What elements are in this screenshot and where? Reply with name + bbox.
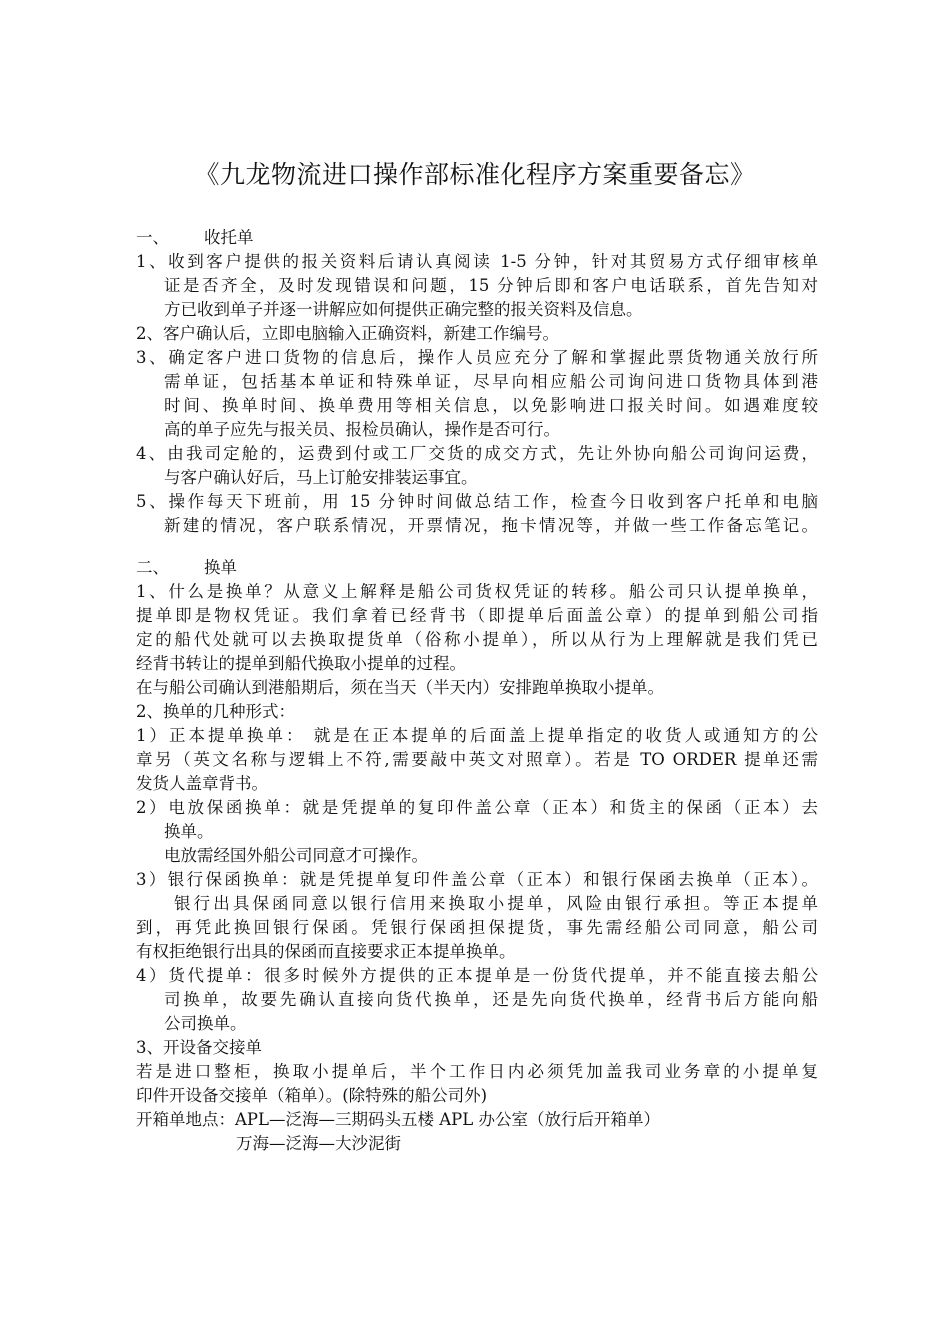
paragraph-line: 定的船代处就可以去换取提货单（俗称小提单），所以从行为上理解就是我们凭已 bbox=[136, 630, 818, 649]
paragraph-line: 银行出具保函同意以银行信用来换取小提单，风险由银行承担。等正本提单 bbox=[174, 894, 818, 913]
paragraph-line: 4、由我司定舱的，运费到付或工厂交货的成交方式，先让外协向船公司询问运费， bbox=[136, 444, 818, 463]
paragraph-line: 2、客户确认后，立即电脑输入正确资料，新建工作编号。 bbox=[136, 324, 559, 343]
document-title: 《九龙物流进口操作部标准化程序方案重要备忘》 bbox=[194, 160, 756, 189]
paragraph-line: 印件开设备交接单（箱单）。(除特殊的船公司外) bbox=[136, 1086, 488, 1105]
paragraph-line: 若是进口整柜，换取小提单后，半个工作日内必须凭加盖我司业务章的小提单复 bbox=[136, 1062, 818, 1081]
paragraph-line: 2、换单的几种形式： bbox=[136, 702, 295, 721]
section-title: 收托单 bbox=[204, 228, 254, 247]
document-body bbox=[136, 226, 818, 1156]
paragraph-line: 万海—泛海—大沙泥街 bbox=[236, 1134, 401, 1153]
paragraph-line: 5、操作每天下班前，用 15 分钟时间做总结工作，检查今日收到客户托单和电脑 bbox=[136, 492, 818, 511]
section-number: 一、 bbox=[136, 228, 169, 247]
section-title: 换单 bbox=[204, 558, 237, 577]
section-number: 二、 bbox=[136, 558, 169, 577]
paragraph-line: 与客户确认好后，马上订舱安排装运事宜。 bbox=[164, 468, 478, 487]
paragraph-line: 需单证，包括基本单证和特殊单证，尽早向相应船公司询问进口货物具体到港 bbox=[164, 372, 818, 391]
paragraph-line: 4）货代提单：很多时候外方提供的正本提单是一份货代提单，并不能直接去船公 bbox=[136, 966, 818, 985]
paragraph-line: 时间、换单时间、换单费用等相关信息，以免影响进口报关时间。如遇难度较 bbox=[164, 396, 818, 415]
paragraph-line: 司换单，故要先确认直接向货代换单，还是先向货代换单，经背书后方能向船 bbox=[164, 990, 818, 1009]
paragraph-line: 3）银行保函换单：就是凭提单复印件盖公章（正本）和银行保函去换单（正本）。 bbox=[136, 870, 818, 889]
paragraph-line: 方已收到单子并逐一讲解应如何提供正确完整的报关资料及信息。 bbox=[164, 300, 643, 319]
section-spacer bbox=[136, 538, 818, 556]
paragraph-line: 提单即是物权凭证。我们拿着已经背书（即提单后面盖公章）的提单到船公司指 bbox=[136, 606, 818, 625]
paragraph-line: 章另（英文名称与逻辑上不符,需要敲中英文对照章）。若是 TO ORDER 提单还需 bbox=[136, 750, 818, 769]
paragraph-line: 2）电放保函换单：就是凭提单的复印件盖公章（正本）和货主的保函（正本）去 bbox=[136, 798, 818, 817]
paragraph-line: 开箱单地点：APL—泛海—三期码头五楼 APL 办公室（放行后开箱单） bbox=[136, 1110, 660, 1129]
paragraph-line: 3、开设备交接单 bbox=[136, 1038, 262, 1057]
paragraph-line: 发货人盖章背书。 bbox=[136, 774, 268, 793]
paragraph-line: 1、收到客户提供的报关资料后请认真阅读 1-5 分钟，针对其贸易方式仔细审核单 bbox=[136, 252, 818, 271]
paragraph-line: 1、什么是换单？从意义上解释是船公司货权凭证的转移。船公司只认提单换单， bbox=[136, 582, 818, 601]
paragraph-line: 电放需经国外船公司同意才可操作。 bbox=[164, 846, 428, 865]
paragraph-line: 1）正本提单换单： 就是在正本提单的后面盖上提单指定的收货人或通知方的公 bbox=[136, 726, 818, 745]
section-heading-2 bbox=[136, 556, 818, 580]
paragraph-line: 有权拒绝银行出具的保函而直接要求正本提单换单。 bbox=[136, 942, 516, 961]
paragraph-line: 高的单子应先与报关员、报检员确认，操作是否可行。 bbox=[164, 420, 560, 439]
paragraph-line: 换单。 bbox=[164, 822, 214, 841]
paragraph-line: 证是否齐全，及时发现错误和问题，15 分钟后即和客户电话联系，首先告知对 bbox=[164, 276, 818, 295]
paragraph-line: 在与船公司确认到港船期后，须在当天（半天内）安排跑单换取小提单。 bbox=[136, 678, 664, 697]
section-heading-1 bbox=[136, 226, 818, 250]
paragraph-line: 公司换单。 bbox=[164, 1014, 247, 1033]
paragraph-line: 新建的情况，客户联系情况，开票情况，拖卡情况等，并做一些工作备忘笔记。 bbox=[164, 516, 818, 535]
paragraph-line: 到，再凭此换回银行保函。凭银行保函担保提货，事先需经船公司同意，船公司 bbox=[136, 918, 818, 937]
paragraph-line: 3、确定客户进口货物的信息后，操作人员应充分了解和掌握此票货物通关放行所 bbox=[136, 348, 818, 367]
paragraph-line: 经背书转让的提单到船代换取小提单的过程。 bbox=[136, 654, 466, 673]
